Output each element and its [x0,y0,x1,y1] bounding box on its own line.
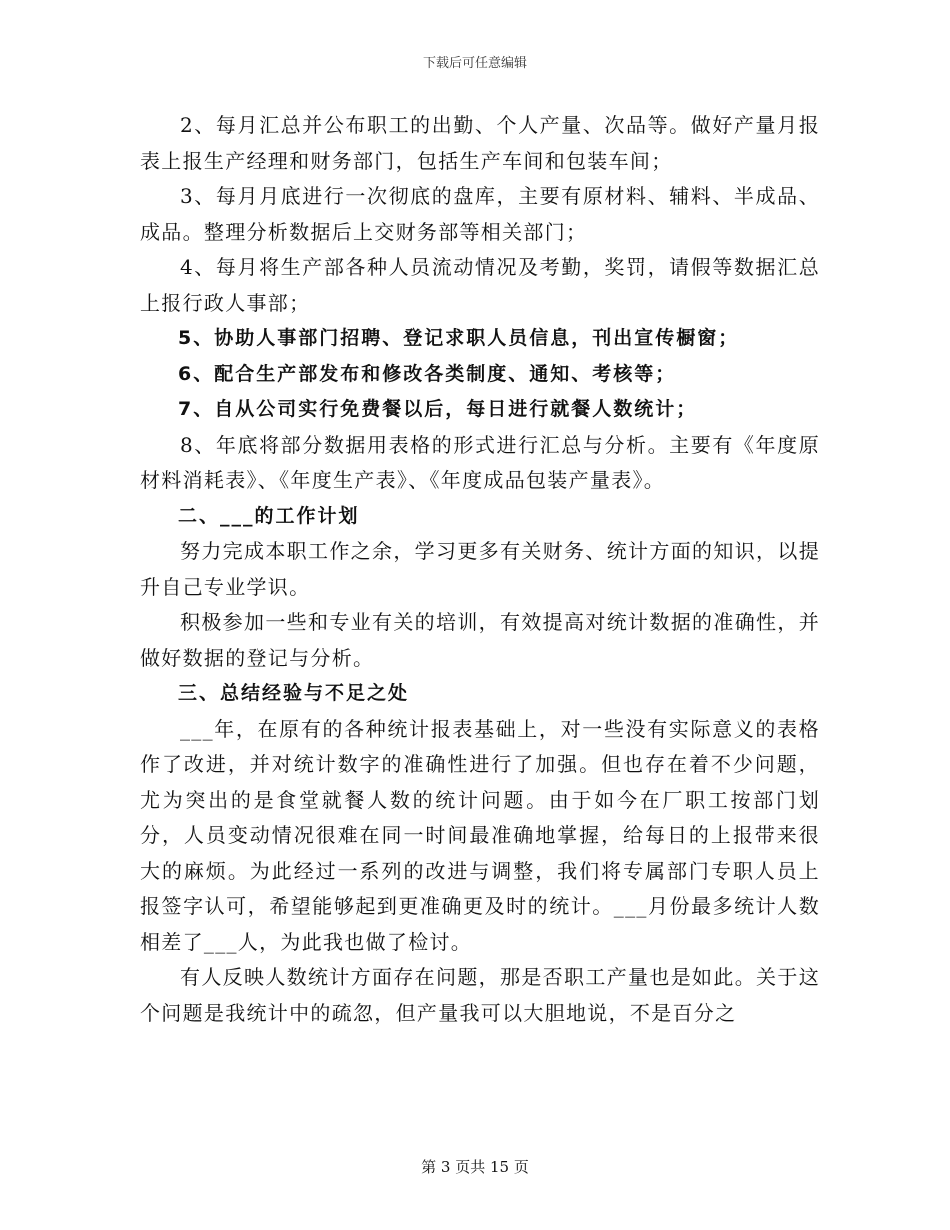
paragraph-study: 努力完成本职工作之余，学习更多有关财务、统计方面的知识，以提升自己专业学识。 [140,539,820,599]
paragraph-item-5: 5、协助人事部门招聘、登记求职人员信息，刊出宣传橱窗； [178,327,740,349]
paragraph-summary: ___年，在原有的各种统计报表基础上，对一些没有实际意义的表格作了改进，并对统计数字的准确性进行了加强。但也存在着不少问题，尤为突出的是食堂就餐人数的统计问题。由于如今在厂职工按部门划分，人员变动情况很难在同一时间最准确地掌握，给每日的上报带来很大的麻烦。为此经过一系列的改进与调整，我们将专属部门专职人员上报签字认可，希望能够起到更准确更及时的统计。___月份最多统计人数相差了___人，为此我也做了检讨。 [140,716,820,954]
page-number: 第 3 页共 15 页 [421,1158,529,1176]
section-heading-summary: 三、总结经验与不足之处 [178,682,410,704]
paragraph-item-7: 7、自从公司实行免费餐以后，每日进行就餐人数统计； [178,398,698,420]
document-body [140,108,820,1031]
paragraph-item-8: 8、年底将部分数据用表格的形式进行汇总与分析。主要有《年度原材料消耗表》、《年度生产表》、《年度成品包装产量表》。 [140,432,820,492]
paragraph-training: 积极参加一些和专业有关的培训，有效提高对统计数据的准确性，并做好数据的登记与分析。 [140,610,820,670]
paragraph-item-6: 6、配合生产部发布和修改各类制度、通知、考核等； [178,362,677,385]
paragraph-item-4: 4、每月将生产部各种人员流动情况及考勤，奖罚，请假等数据汇总上报行政人事部； [140,255,820,315]
page-header: 下载后可任意编辑 [422,56,527,71]
paragraph-feedback: 有人反映人数统计方面存在问题，那是否职工产量也是如此。关于这个问题是我统计中的疏忽，但产量我可以大胆地说，不是百分之 [140,965,820,1025]
section-heading-work-plan: 二、___的工作计划 [178,504,360,527]
paragraph-item-2: 2、每月汇总并公布职工的出勤、个人产量、次品等。做好产量月报表上报生产经理和财务部门，包括生产车间和包装车间； [140,113,820,173]
paragraph-item-3: 3、每月月底进行一次彻底的盘库，主要有原材料、辅料、半成品、成品。整理分析数据后上交财务部等相关部门； [140,184,820,244]
